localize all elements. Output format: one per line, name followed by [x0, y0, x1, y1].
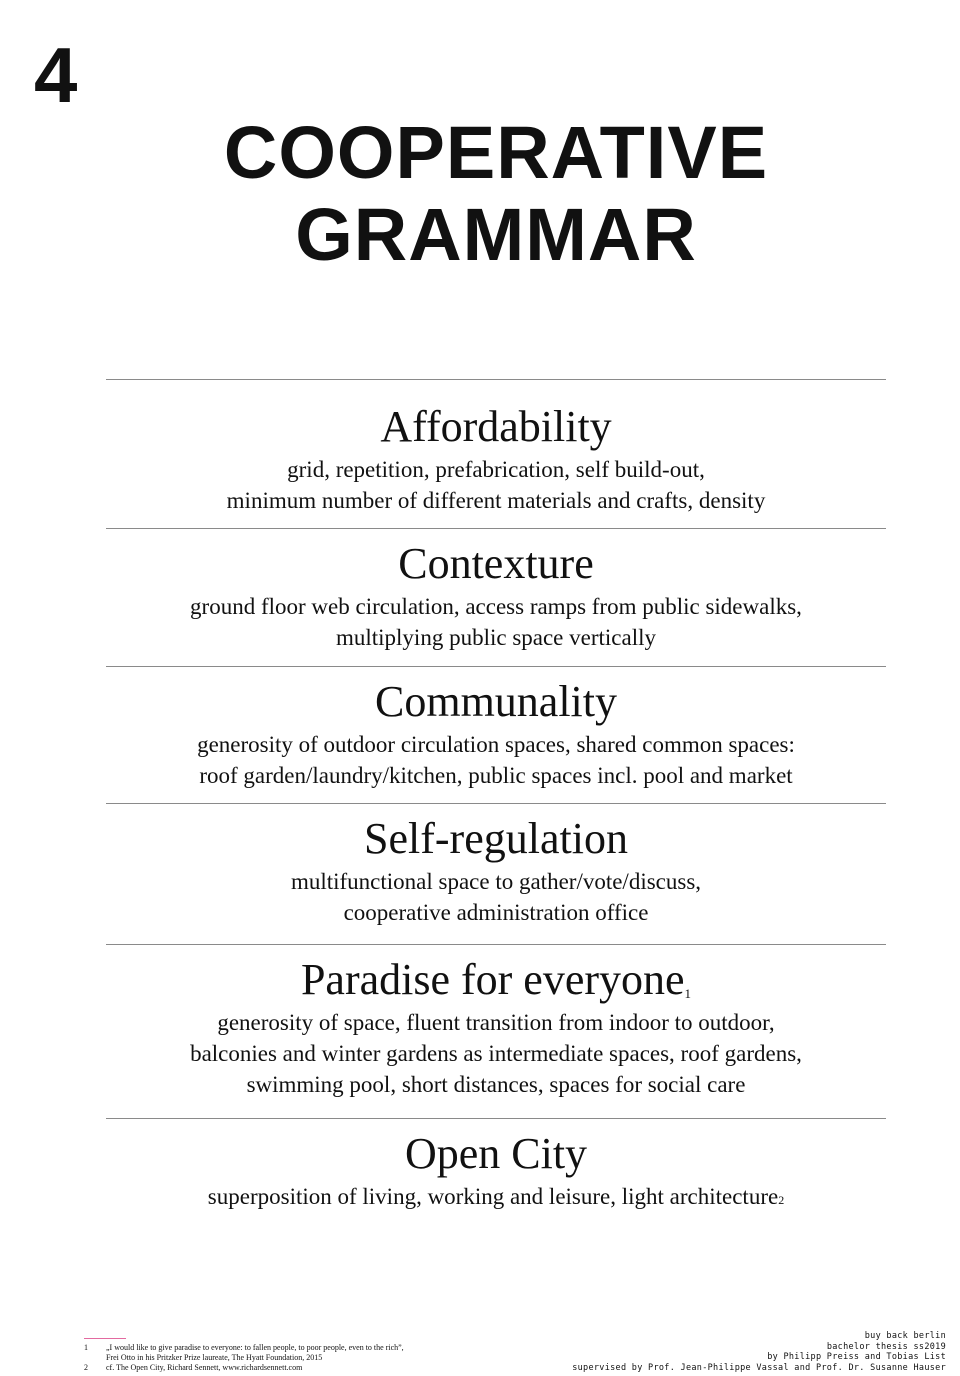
section-line: grid, repetition, prefabrication, self build-out,	[287, 457, 705, 482]
section-open-city	[106, 1118, 886, 1218]
section-line: roof garden/laundry/kitchen, public spaces incl. pool and market	[199, 763, 793, 788]
section-line: multifunctional space to gather/vote/discuss,	[290, 869, 702, 894]
section-contexture	[106, 528, 886, 666]
footnote-divider	[84, 1338, 126, 1339]
footnote-marker: 2	[778, 1193, 785, 1207]
page-title	[106, 112, 886, 276]
title-line-1: COOPERATIVE	[223, 111, 769, 194]
footnote	[84, 1343, 404, 1363]
section-line: minimum number of different materials and crafts, density	[226, 488, 766, 513]
section-heading	[106, 953, 886, 1007]
credit-line: by Philipp Preiss and Tobias List	[767, 1352, 946, 1363]
section-line: balconies and winter gardens as intermediate spaces, roof gardens,	[190, 1041, 802, 1066]
section-heading: Contexture	[398, 539, 594, 588]
section-line: generosity of outdoor circulation spaces, shared common spaces:	[197, 732, 795, 757]
section-heading: Affordability	[380, 402, 612, 451]
footnotes	[84, 1343, 404, 1373]
credits-block	[572, 1331, 946, 1373]
footnote	[84, 1363, 404, 1373]
footnote-text: cf. The Open City, Richard Sennett, www.richardsennett.com	[106, 1363, 303, 1372]
section-paradise-for-everyone	[106, 944, 886, 1118]
section-line	[106, 1181, 886, 1212]
principles-list	[106, 379, 886, 1218]
section-line: cooperative administration office	[343, 900, 649, 925]
section-heading: Self-regulation	[364, 814, 628, 863]
footnote-text: „I would like to give paradise to everyone: to fallen people, to poor people, even to the rich”,	[106, 1343, 404, 1352]
title-line-2: GRAMMAR	[295, 193, 697, 276]
section-line-text: superposition of living, working and leisure, light architecture	[207, 1184, 779, 1209]
footnote-marker: 1	[684, 986, 692, 1001]
section-line: multiplying public space vertically	[335, 625, 656, 650]
footnote-number: 2	[84, 1363, 88, 1372]
section-line: generosity of space, fluent transition from indoor to outdoor,	[217, 1010, 775, 1035]
section-heading: Open City	[404, 1129, 588, 1178]
section-affordability	[106, 379, 886, 528]
section-line: ground floor web circulation, access ramps from public sidewalks,	[190, 594, 802, 619]
section-communality	[106, 666, 886, 803]
section-heading-text: Paradise for everyone	[300, 955, 685, 1004]
footnote-number: 1	[84, 1343, 88, 1352]
credit-line: bachelor thesis ss2019	[826, 1341, 946, 1352]
section-line: swimming pool, short distances, spaces for social care	[246, 1072, 746, 1097]
section-self-regulation	[106, 803, 886, 944]
footnote-text: Frei Otto in his Pritzker Prize laureate, The Hyatt Foundation, 2015	[106, 1353, 323, 1362]
credit-line: supervised by Prof. Jean-Philippe Vassal and Prof. Dr. Susanne Hauser	[572, 1362, 946, 1373]
chapter-number: 4	[34, 31, 77, 119]
section-heading: Communality	[375, 677, 617, 726]
credit-line: buy back berlin	[864, 1331, 946, 1341]
